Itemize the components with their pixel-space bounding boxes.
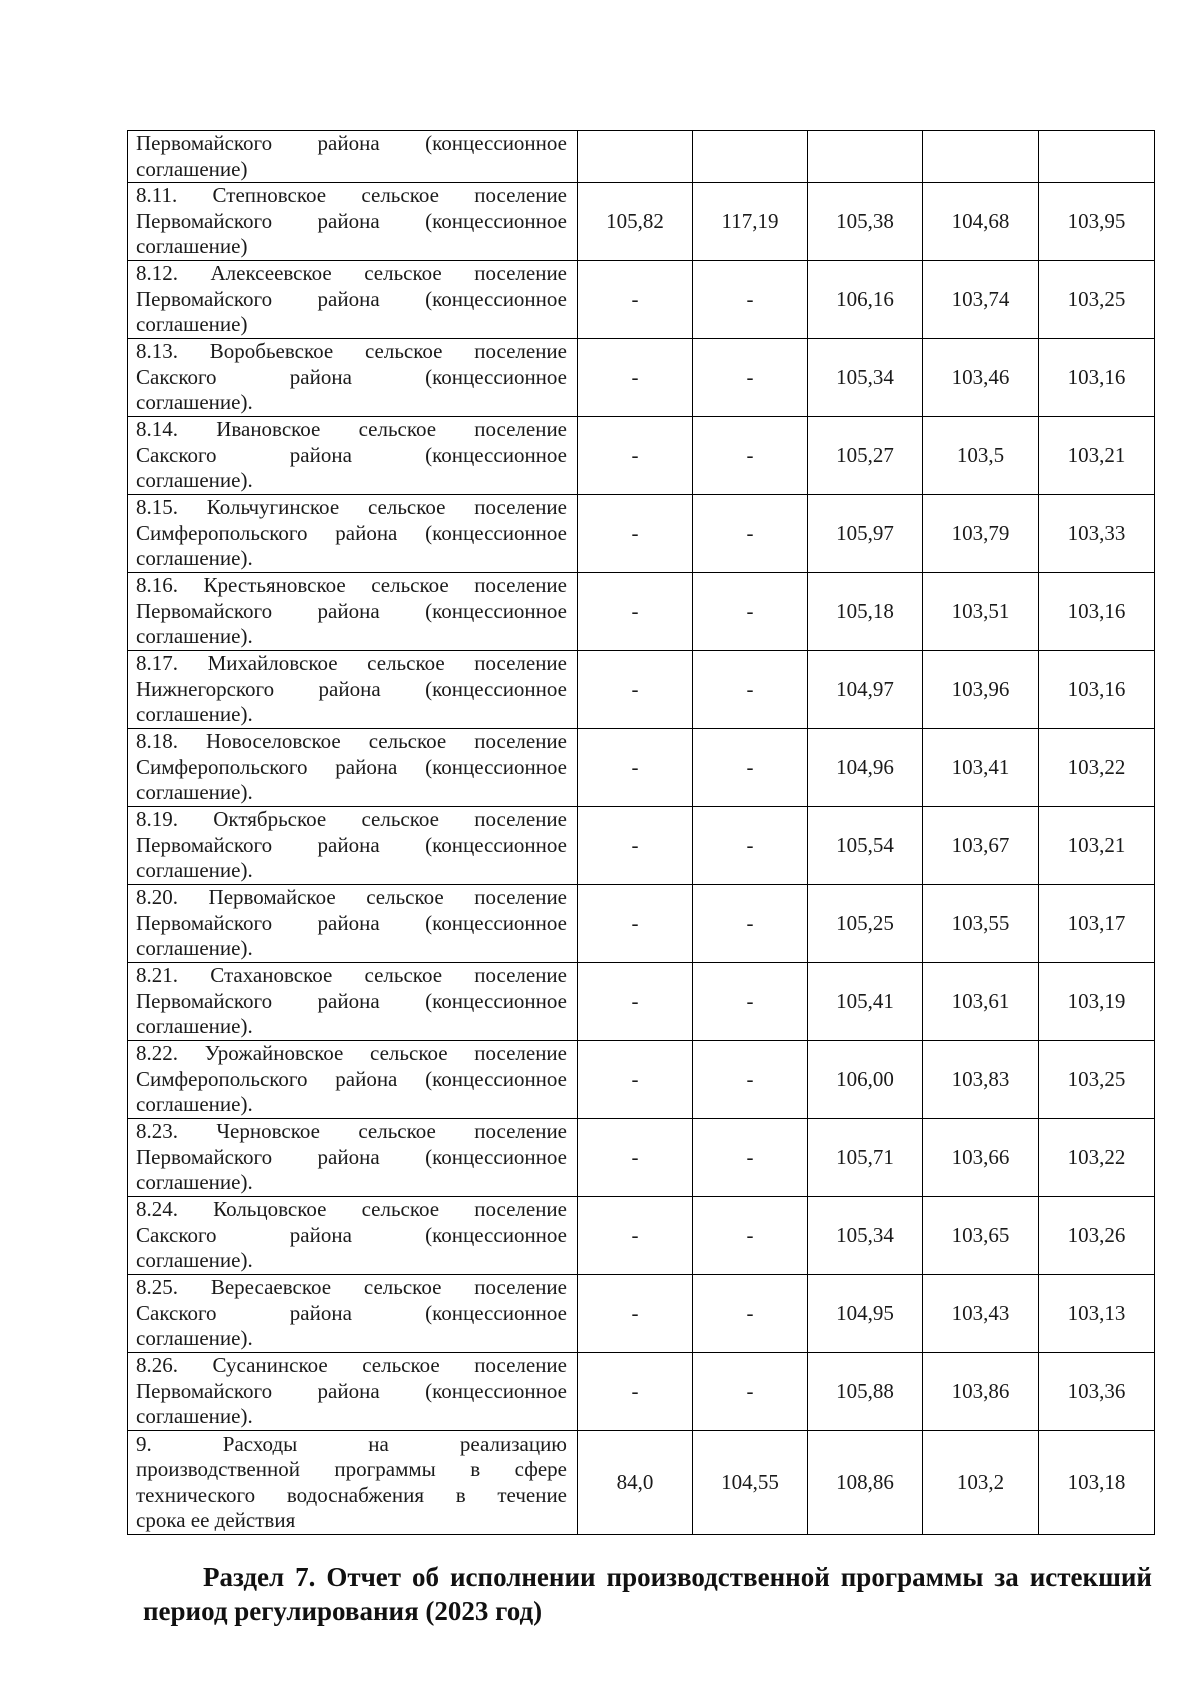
row-name-line: соглашение). — [136, 1248, 253, 1273]
value-cell: 103,95 — [1039, 183, 1155, 261]
value-cell: 105,71 — [808, 1119, 923, 1197]
value-cell: 104,97 — [808, 651, 923, 729]
value-cell: - — [578, 573, 693, 651]
row-name-cell — [128, 1275, 578, 1353]
row-name-line: Первомайского района (концессионное — [136, 286, 567, 311]
row-name-line: 8.24. Кольцовское сельское поселение — [136, 1197, 567, 1222]
value-cell: 103,19 — [1039, 963, 1155, 1041]
row-name-cell — [128, 1353, 578, 1431]
row-name-line: Первомайского района (концессионное — [136, 598, 567, 623]
row-name-line: Сакского района (концессионное — [136, 442, 567, 467]
value-cell: 105,41 — [808, 963, 923, 1041]
row-name-line: соглашение) — [136, 156, 248, 181]
row-name-line: 8.16. Крестьяновское сельское поселение — [136, 573, 567, 598]
row-name-line: Первомайского района (концессионное — [136, 910, 567, 935]
table-row — [128, 1431, 1155, 1535]
row-name-line: Нижнегорского района (концессионное — [136, 676, 567, 701]
row-name-line: 8.25. Вересаевское сельское поселение — [136, 1275, 567, 1300]
row-name-line: соглашение). — [136, 468, 253, 493]
row-name-cell — [128, 963, 578, 1041]
value-cell: - — [578, 1119, 693, 1197]
table-row — [128, 729, 1155, 807]
value-cell: 105,38 — [808, 183, 923, 261]
table-body — [128, 131, 1155, 1535]
value-cell: 84,0 — [578, 1431, 693, 1535]
row-name-line: соглашение). — [136, 624, 253, 649]
table-row — [128, 1353, 1155, 1431]
value-cell: 103,61 — [923, 963, 1039, 1041]
table-row — [128, 261, 1155, 339]
value-cell: 105,88 — [808, 1353, 923, 1431]
value-cell: 103,13 — [1039, 1275, 1155, 1353]
row-name-line: соглашение). — [136, 780, 253, 805]
value-cell: - — [693, 573, 808, 651]
value-cell: 103,65 — [923, 1197, 1039, 1275]
table-row — [128, 417, 1155, 495]
value-cell: - — [578, 339, 693, 417]
row-name-line: срока ее действия — [136, 1508, 296, 1532]
row-name-line: 9. Расходы на реализацию — [136, 1431, 567, 1456]
value-cell: 105,34 — [808, 1197, 923, 1275]
value-cell — [578, 131, 693, 183]
value-cell — [923, 131, 1039, 183]
row-name-line: Симферопольского района (концессионное — [136, 754, 567, 779]
value-cell: - — [578, 417, 693, 495]
row-name-line: соглашение). — [136, 1326, 253, 1351]
value-cell: - — [693, 963, 808, 1041]
row-name-line: соглашение). — [136, 1170, 253, 1195]
value-cell: 105,27 — [808, 417, 923, 495]
value-cell: - — [693, 1197, 808, 1275]
value-cell: 103,66 — [923, 1119, 1039, 1197]
value-cell: 103,16 — [1039, 339, 1155, 417]
value-cell: 104,96 — [808, 729, 923, 807]
row-name-line: 8.14. Ивановское сельское поселение — [136, 417, 567, 442]
value-cell: 117,19 — [693, 183, 808, 261]
value-cell: 105,54 — [808, 807, 923, 885]
row-name-line: Первомайского района (концессионное — [136, 131, 567, 155]
value-cell: - — [578, 729, 693, 807]
value-cell: 105,34 — [808, 339, 923, 417]
row-name-cell — [128, 183, 578, 261]
row-name-cell — [128, 417, 578, 495]
row-name-line: Первомайского района (концессионное — [136, 1144, 567, 1169]
value-cell: 103,16 — [1039, 651, 1155, 729]
table-row — [128, 573, 1155, 651]
row-name-cell — [128, 651, 578, 729]
value-cell: - — [578, 1041, 693, 1119]
row-name-cell — [128, 1119, 578, 1197]
value-cell: - — [693, 1119, 808, 1197]
tariff-table — [127, 130, 1155, 1535]
value-cell: 103,43 — [923, 1275, 1039, 1353]
table-row — [128, 339, 1155, 417]
row-name-cell — [128, 885, 578, 963]
row-name-line: технического водоснабжения в течение — [136, 1482, 567, 1507]
value-cell: - — [578, 651, 693, 729]
value-cell: 103,21 — [1039, 417, 1155, 495]
value-cell: 106,00 — [808, 1041, 923, 1119]
row-name-line: 8.18. Новоселовское сельское поселение — [136, 729, 567, 754]
value-cell: 103,25 — [1039, 1041, 1155, 1119]
row-name-line: 8.12. Алексеевское сельское поселение — [136, 261, 567, 286]
row-name-line: соглашение). — [136, 1404, 253, 1429]
row-name-line: Первомайского района (концессионное — [136, 832, 567, 857]
row-name-line: 8.11. Степновское сельское поселение — [136, 183, 567, 208]
value-cell: - — [578, 963, 693, 1041]
value-cell: 106,16 — [808, 261, 923, 339]
value-cell — [1039, 131, 1155, 183]
row-name-cell — [128, 1197, 578, 1275]
row-name-line: 8.17. Михайловское сельское поселение — [136, 651, 567, 676]
value-cell: 103,17 — [1039, 885, 1155, 963]
value-cell: 105,97 — [808, 495, 923, 573]
value-cell: - — [693, 1275, 808, 1353]
value-cell: 105,25 — [808, 885, 923, 963]
value-cell: 103,21 — [1039, 807, 1155, 885]
row-name-line: 8.15. Кольчугинское сельское поселение — [136, 495, 567, 520]
section-heading — [143, 1560, 1152, 1628]
row-name-line: соглашение). — [136, 1092, 253, 1117]
value-cell: 103,79 — [923, 495, 1039, 573]
row-name-line: 8.26. Сусанинское сельское поселение — [136, 1353, 567, 1378]
table-row — [128, 131, 1155, 183]
value-cell: 103,74 — [923, 261, 1039, 339]
row-name-line: 8.21. Стахановское сельское поселение — [136, 963, 567, 988]
row-name-line: соглашение). — [136, 702, 253, 727]
table-row — [128, 1119, 1155, 1197]
row-name-cell — [128, 729, 578, 807]
row-name-cell — [128, 261, 578, 339]
value-cell — [693, 131, 808, 183]
value-cell: 103,26 — [1039, 1197, 1155, 1275]
row-name-cell — [128, 495, 578, 573]
value-cell: 103,2 — [923, 1431, 1039, 1535]
row-name-line: Первомайского района (концессионное — [136, 988, 567, 1013]
value-cell: 104,95 — [808, 1275, 923, 1353]
row-name-line: Сакского района (концессионное — [136, 1300, 567, 1325]
row-name-line: Сакского района (концессионное — [136, 364, 567, 389]
table-row — [128, 885, 1155, 963]
row-name-cell — [128, 807, 578, 885]
row-name-line: производственной программы в сфере — [136, 1457, 567, 1481]
table-row — [128, 1275, 1155, 1353]
value-cell: - — [693, 651, 808, 729]
value-cell: 103,22 — [1039, 1119, 1155, 1197]
row-name-cell — [128, 339, 578, 417]
value-cell: - — [693, 729, 808, 807]
row-name-line: Сакского района (концессионное — [136, 1222, 567, 1247]
table-row — [128, 183, 1155, 261]
table-row — [128, 963, 1155, 1041]
value-cell: 103,16 — [1039, 573, 1155, 651]
row-name-line: соглашение). — [136, 546, 253, 571]
value-cell: - — [578, 1353, 693, 1431]
value-cell: 103,18 — [1039, 1431, 1155, 1535]
value-cell: 103,33 — [1039, 495, 1155, 573]
value-cell: 105,18 — [808, 573, 923, 651]
table-row — [128, 651, 1155, 729]
section-heading-line-1: Раздел 7. Отчет об исполнении производственной программы за истекший — [203, 1562, 1152, 1592]
value-cell: - — [578, 885, 693, 963]
value-cell: 103,96 — [923, 651, 1039, 729]
value-cell: 103,22 — [1039, 729, 1155, 807]
table-row — [128, 1197, 1155, 1275]
value-cell: 103,55 — [923, 885, 1039, 963]
value-cell: - — [693, 495, 808, 573]
value-cell: - — [693, 885, 808, 963]
value-cell: - — [693, 261, 808, 339]
table-row — [128, 1041, 1155, 1119]
value-cell: 105,82 — [578, 183, 693, 261]
row-name-cell — [128, 1431, 578, 1535]
value-cell: 108,86 — [808, 1431, 923, 1535]
row-name-line: 8.22. Урожайновское сельское поселение — [136, 1041, 567, 1066]
row-name-line: Симферопольского района (концессионное — [136, 520, 567, 545]
value-cell: - — [578, 1197, 693, 1275]
row-name-line: 8.19. Октябрьское сельское поселение — [136, 807, 567, 832]
row-name-line: соглашение) — [136, 312, 248, 337]
value-cell: - — [578, 1275, 693, 1353]
value-cell: 104,55 — [693, 1431, 808, 1535]
row-name-cell — [128, 573, 578, 651]
section-heading-line-2: период регулирования (2023 год) — [143, 1596, 543, 1626]
row-name-line: Симферопольского района (концессионное — [136, 1066, 567, 1091]
value-cell: - — [578, 261, 693, 339]
row-name-cell — [128, 1041, 578, 1119]
value-cell: 103,25 — [1039, 261, 1155, 339]
value-cell — [808, 131, 923, 183]
value-cell: 103,83 — [923, 1041, 1039, 1119]
value-cell: 103,5 — [923, 417, 1039, 495]
row-name-line: 8.20. Первомайское сельское поселение — [136, 885, 567, 910]
row-name-line: соглашение). — [136, 1014, 253, 1039]
value-cell: 104,68 — [923, 183, 1039, 261]
value-cell: 103,51 — [923, 573, 1039, 651]
row-name-cell — [128, 131, 578, 183]
row-name-line: соглашение). — [136, 858, 253, 883]
value-cell: 103,67 — [923, 807, 1039, 885]
row-name-line: соглашение). — [136, 390, 253, 415]
value-cell: - — [693, 1353, 808, 1431]
value-cell: - — [578, 495, 693, 573]
row-name-line: 8.13. Воробьевское сельское поселение — [136, 339, 567, 364]
value-cell: 103,36 — [1039, 1353, 1155, 1431]
value-cell: - — [693, 807, 808, 885]
value-cell: 103,86 — [923, 1353, 1039, 1431]
value-cell: - — [693, 339, 808, 417]
row-name-line: Первомайского района (концессионное — [136, 1378, 567, 1403]
row-name-line: соглашение) — [136, 234, 248, 259]
value-cell: - — [693, 1041, 808, 1119]
row-name-line: соглашение). — [136, 936, 253, 961]
table-row — [128, 807, 1155, 885]
row-name-line: Первомайского района (концессионное — [136, 208, 567, 233]
row-name-line: 8.23. Черновское сельское поселение — [136, 1119, 567, 1144]
table-row — [128, 495, 1155, 573]
value-cell: 103,41 — [923, 729, 1039, 807]
value-cell: 103,46 — [923, 339, 1039, 417]
value-cell: - — [693, 417, 808, 495]
value-cell: - — [578, 807, 693, 885]
